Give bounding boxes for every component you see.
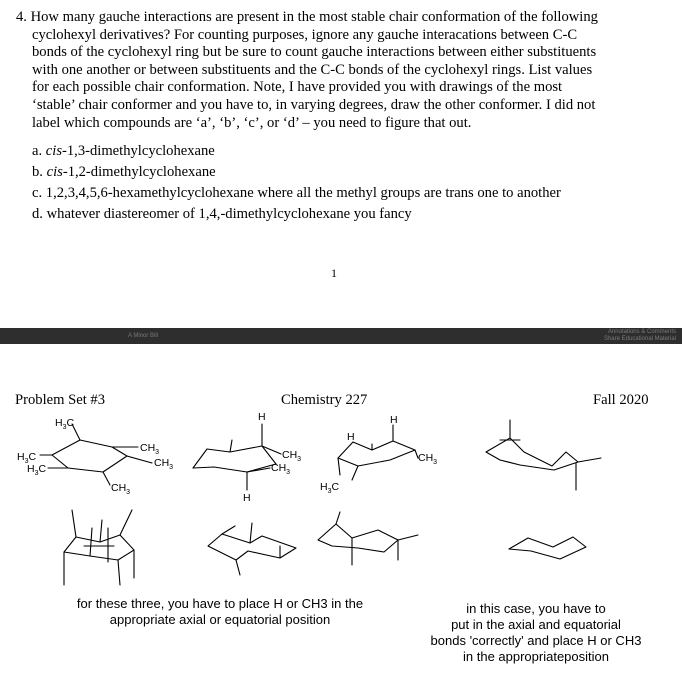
label-h3c: $H_3C$ (320, 481, 340, 495)
label-ch3: $CH_3$ (154, 457, 174, 471)
label-h: H (390, 414, 398, 426)
label-ch3: $CH_3$ (111, 482, 131, 496)
bar-right-text-1: Annotations & Comments (607, 329, 676, 335)
label-h: H (347, 431, 355, 443)
question-line: with one another or between substituents and the C-C bonds of the cyclohexyl rings. List values (32, 61, 593, 78)
question-line: for each possible chair conformation. Note, I have provided you with drawings of the most (32, 79, 563, 96)
label-h3c: $H_3C$ (17, 451, 37, 465)
chair-structure-6 (208, 523, 296, 575)
header-center: Chemistry 227 (281, 392, 368, 408)
header-right: Fall 2020 (593, 392, 649, 408)
chair-structure-2 (193, 411, 301, 504)
bar-right-text-2: Share Educational Material (603, 336, 676, 342)
note-right: in this case, you have to put in the axial and equatorial bonds 'correctly' and place H or CH3 in the appropriateposition (430, 601, 642, 664)
label-h: H (258, 411, 266, 423)
label-h3c: $H_3C$ (55, 417, 75, 431)
question-line: 4. How many gauche interactions are present in the most stable chair conformation of the following (16, 9, 598, 25)
option-d: d. whatever diastereomer of 1,4,-dimethylcyclohexane you fancy (32, 206, 412, 223)
chair-structure-5 (64, 510, 134, 585)
chair-structure-7 (318, 512, 418, 565)
label-ch3: $CH_3$ (140, 442, 160, 456)
label-h3c: $H_3C$ (27, 463, 47, 477)
label-ch3: $CH_3$ (271, 462, 291, 476)
option-b: b. cis-1,2-dimethylcyclohexane (32, 164, 216, 181)
question-line: cyclohexyl derivatives? For counting purposes, ignore any gauche interacations between C-C (32, 26, 578, 43)
question-line: label which compounds are ‘a’, ‘b’, ‘c’, or ‘d’ – you need to figure that out. (32, 114, 472, 131)
header-left: Problem Set #3 (15, 392, 105, 408)
label-h: H (243, 492, 251, 504)
bar-left-text: A Minor Bill (128, 333, 159, 339)
chair-structure-3 (320, 414, 437, 495)
option-a: a. cis-1,3-dimethylcyclohexane (32, 143, 215, 160)
page-number: 1 (331, 266, 337, 280)
question-line: bonds of the cyclohexyl ring but be sure to count gauche interactions between either substituents (32, 44, 597, 61)
note-left: for these three, you have to place H or CH3 in the appropriate axial or equatorial position (76, 596, 364, 627)
label-ch3: $CH_3$ (282, 449, 302, 463)
option-c: c. 1,2,3,4,5,6-hexamethylcyclohexane where all the methyl groups are trans one to another (32, 185, 561, 202)
chair-structure-8 (509, 537, 586, 559)
chair-structure-1 (17, 417, 173, 496)
label-ch3: $CH_3$ (418, 452, 438, 466)
chair-structure-4 (486, 420, 601, 490)
question-line: ‘stable’ chair conformer and you have to, in varying degrees, draw the other conformer. I did not (32, 96, 596, 113)
